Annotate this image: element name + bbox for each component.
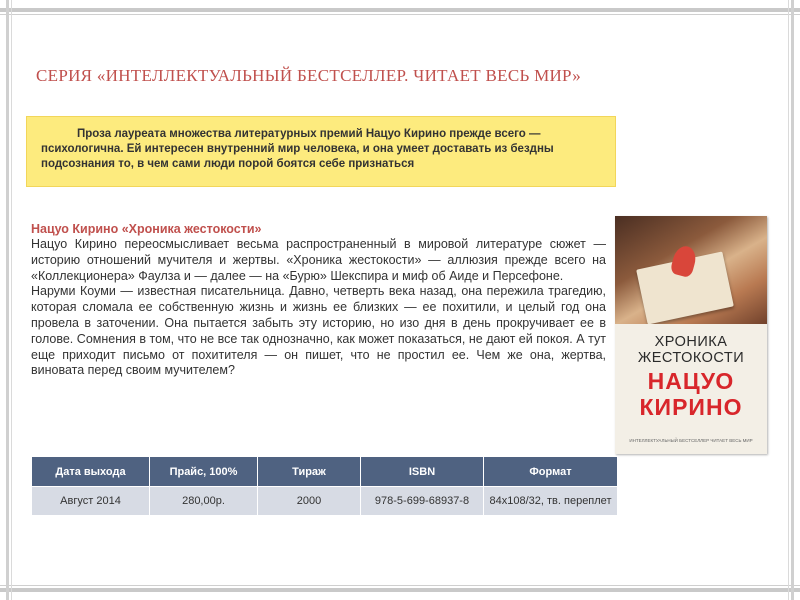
quote-text: Проза лауреата множества литературных премий Нацуо Кирино прежде всего — психологична. Ей интересен внутренний мир человека, и она умеет доставать из бездны подсознания то, в чем сами люди порой боятся себе признаться [41,128,554,170]
cover-title [615,334,767,366]
cell-release-date: Август 2014 [32,487,150,516]
frame-right-stripe [791,0,794,600]
table-row [32,487,618,516]
frame-top-stripe [0,0,800,20]
quote-box [26,116,616,187]
header-print-run: Тираж [258,457,361,487]
cell-price: 280,00р. [150,487,258,516]
header-isbn: ISBN [361,457,484,487]
cover-author-line: НАЦУО [647,368,735,394]
frame-bottom-stripe [0,580,800,600]
cover-title-line: ХРОНИКА [654,334,728,350]
cell-format: 84х108/32, тв. переплет [484,487,618,516]
frame-left-stripe [6,0,9,600]
description-paragraph: Наруми Коуми — известная писательница. Давно, четверть века назад, она пережила трагедию, которая сломала ее собственную жизнь и жизнь ее близких — ее похитили, и целый год она провела в заточении. Она пытается забыть эту историю, но изо дня в день прокручивает ее в голове. Сомнения в том, что не все так однозначно, как может показаться, не дают ей покоя. А тут еще приходит письмо от похитителя — он пишет, что не простил ее. Чем же она, жертва, виновата перед своим мучителем? [31,284,606,378]
cover-series-footer: ИНТЕЛЛЕКТУАЛЬНЫЙ БЕСТСЕЛЛЕР ЧИТАЕТ ВЕСЬ МИР [629,438,753,443]
cover-title-line: ЖЕСТОКОСТИ [637,350,745,366]
cell-print-run: 2000 [258,487,361,516]
header-release-date: Дата выхода [32,457,150,487]
page-title: СЕРИЯ «ИНТЕЛЛЕКТУАЛЬНЫЙ БЕСТСЕЛЛЕР. ЧИТАЕТ ВЕСЬ МИР» [36,66,582,85]
book-heading: Нацуо Кирино «Хроника жестокости» [31,222,262,236]
header-price: Прайс, 100% [150,457,258,487]
cover-author-line: КИРИНО [639,394,743,420]
book-info-table [31,456,618,516]
cell-isbn: 978-5-699-68937-8 [361,487,484,516]
table-header-row [32,457,618,487]
frame-right-line [788,0,789,600]
book-cover-image [615,216,767,454]
description-paragraph: Нацуо Кирино переосмысливает весьма распространенный в мировой литературе сюжет — историю отношений мучителя и жертвы. «Хроника жестокости» — аллюзия прежде всего на «Коллекционера» Фаулза и — далее — на «Бурю» Шекспира и миф об Аиде и Персефоне. [31,237,606,283]
book-description [31,237,606,379]
header-format: Формат [484,457,618,487]
cover-author [615,368,767,420]
frame-left-line [11,0,12,600]
